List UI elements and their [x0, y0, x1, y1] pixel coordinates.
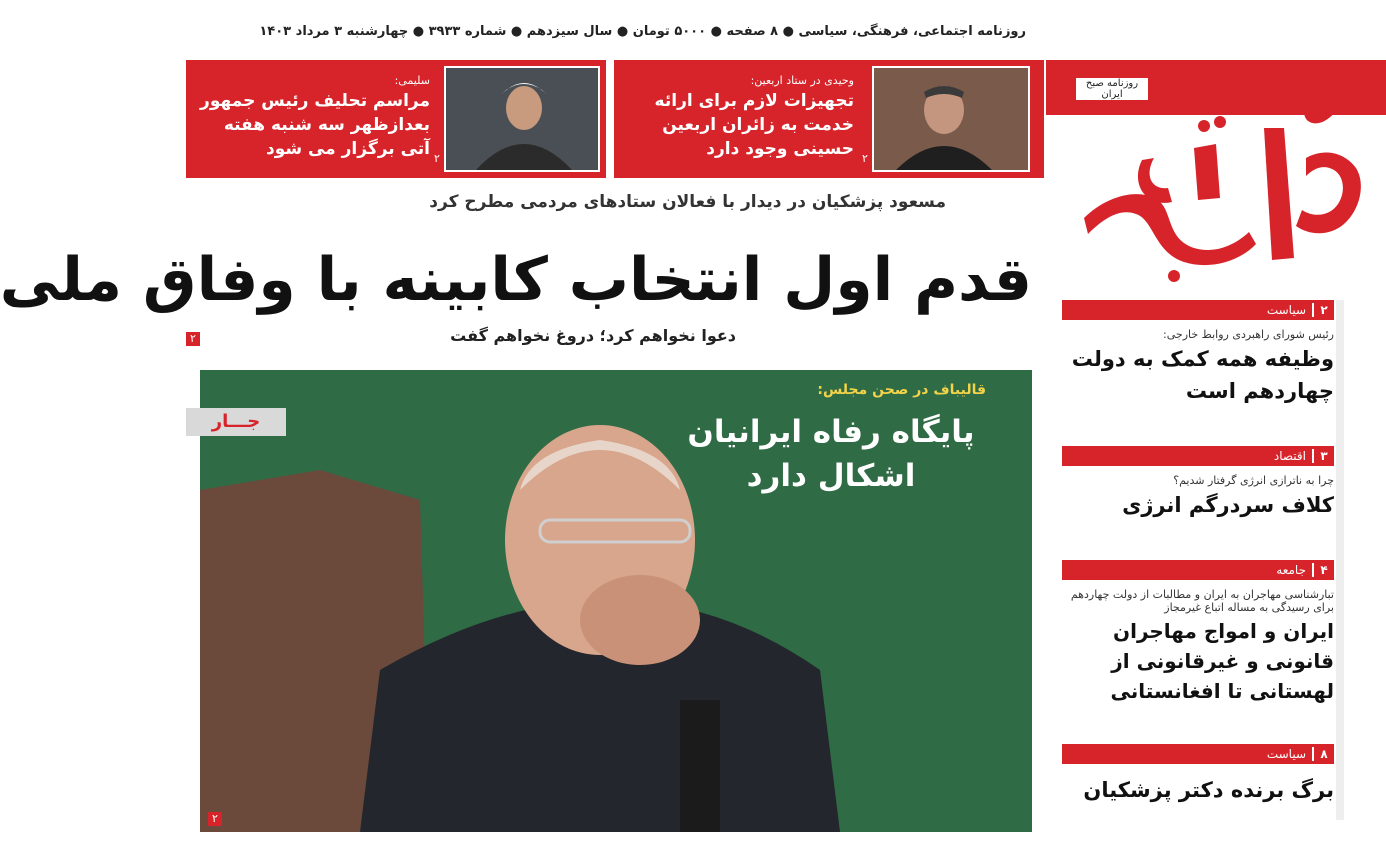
- sidebar-item[interactable]: [1062, 560, 1334, 744]
- lead-headline[interactable]: قدم اول انتخاب کابینه با وفاق ملی: [0, 245, 1032, 315]
- sidebar-kicker: رئیس شورای راهبردی روابط خارجی:: [1163, 328, 1334, 341]
- section-page-number: ۴: [1312, 563, 1334, 577]
- photo-headline[interactable]: پایگاه رفاه ایرانیان اشکال دارد: [687, 414, 975, 494]
- section-bar: [1062, 300, 1334, 320]
- sidebar-item[interactable]: [1062, 744, 1334, 824]
- section-name: سیاست: [1266, 303, 1306, 317]
- photo-page-number: ۲: [208, 812, 222, 826]
- section-page-number: ۸: [1312, 747, 1334, 761]
- page-number: ۲: [434, 152, 440, 165]
- sidebar-title: برگ برنده دکتر پزشکیان: [1083, 778, 1334, 802]
- section-bar: [1062, 446, 1334, 466]
- section-bar: [1062, 744, 1334, 764]
- section-page-number: ۲: [1312, 303, 1334, 317]
- teaser-right[interactable]: [626, 74, 854, 161]
- teaser-title: مراسم تحلیف رئیس جمهور بعدازظهر سه شنبه هفته آتی برگزار می شود: [200, 91, 430, 159]
- teaser-divider: [606, 60, 614, 178]
- teaser-title: تجهیزات لازم برای ارائه خدمت به زائران اربعین حسینی وجود دارد: [654, 91, 854, 159]
- sidebar-kicker: چرا به ناترازی انرژی گرفتار شدیم؟: [1173, 474, 1334, 487]
- sidebar-title: وظیفه همه کمک به دولت چهاردهم است: [1071, 347, 1334, 403]
- lead-page-number: ۲: [186, 332, 200, 346]
- sidebar-edge: [1336, 300, 1344, 820]
- teaser-photo[interactable]: [872, 66, 1030, 172]
- section-name: سیاست: [1266, 747, 1306, 761]
- photo-kicker: قالیباف در صحن مجلس:: [817, 382, 986, 398]
- sidebar-kicker: تبارشناسی مهاجران به ایران و مطالبات از دولت چهاردهم برای رسیدگی به مساله اتباع غیرمجاز: [1070, 588, 1334, 614]
- jar-tag: جـــار: [186, 408, 286, 436]
- lead-subhead: دعوا نخواهم کرد؛ دروغ نخواهم گفت: [450, 326, 736, 345]
- teaser-kicker: سلیمی:: [394, 74, 430, 87]
- section-page-number: ۳: [1312, 449, 1334, 463]
- sidebar-item[interactable]: [1062, 446, 1334, 560]
- sidebar-item[interactable]: [1062, 300, 1334, 446]
- sidebar-title: ایران و امواج مهاجران قانونی و غیرقانونی از لهستانی تا افغانستانی: [1110, 619, 1334, 703]
- teaser-photo[interactable]: [444, 66, 600, 172]
- issue-info-line: روزنامه اجتماعی، فرهنگی، سیاسی ● ۸ صفحه ● ۵۰۰۰ تومان ● سال سیزدهم ● شماره ۳۹۳۳ ● چهارشنبه ۳ مرداد ۱۴۰۳: [259, 24, 1026, 39]
- section-name: جامعه: [1276, 563, 1306, 577]
- teaser-kicker: وحیدی در ستاد اربعین:: [750, 74, 854, 87]
- section-name: اقتصاد: [1273, 449, 1306, 463]
- page-number: ۲: [862, 152, 868, 165]
- section-bar: [1062, 560, 1334, 580]
- lead-supertitle: مسعود پزشکیان در دیدار با فعالان ستادهای مردمی مطرح کرد: [429, 192, 946, 212]
- teaser-left[interactable]: [194, 74, 430, 161]
- sidebar-title: کلاف سردرگم انرژی: [1122, 493, 1334, 517]
- logo-subtitle: روزنامه صبح ایران: [1076, 78, 1148, 100]
- sidebar: [1062, 300, 1334, 824]
